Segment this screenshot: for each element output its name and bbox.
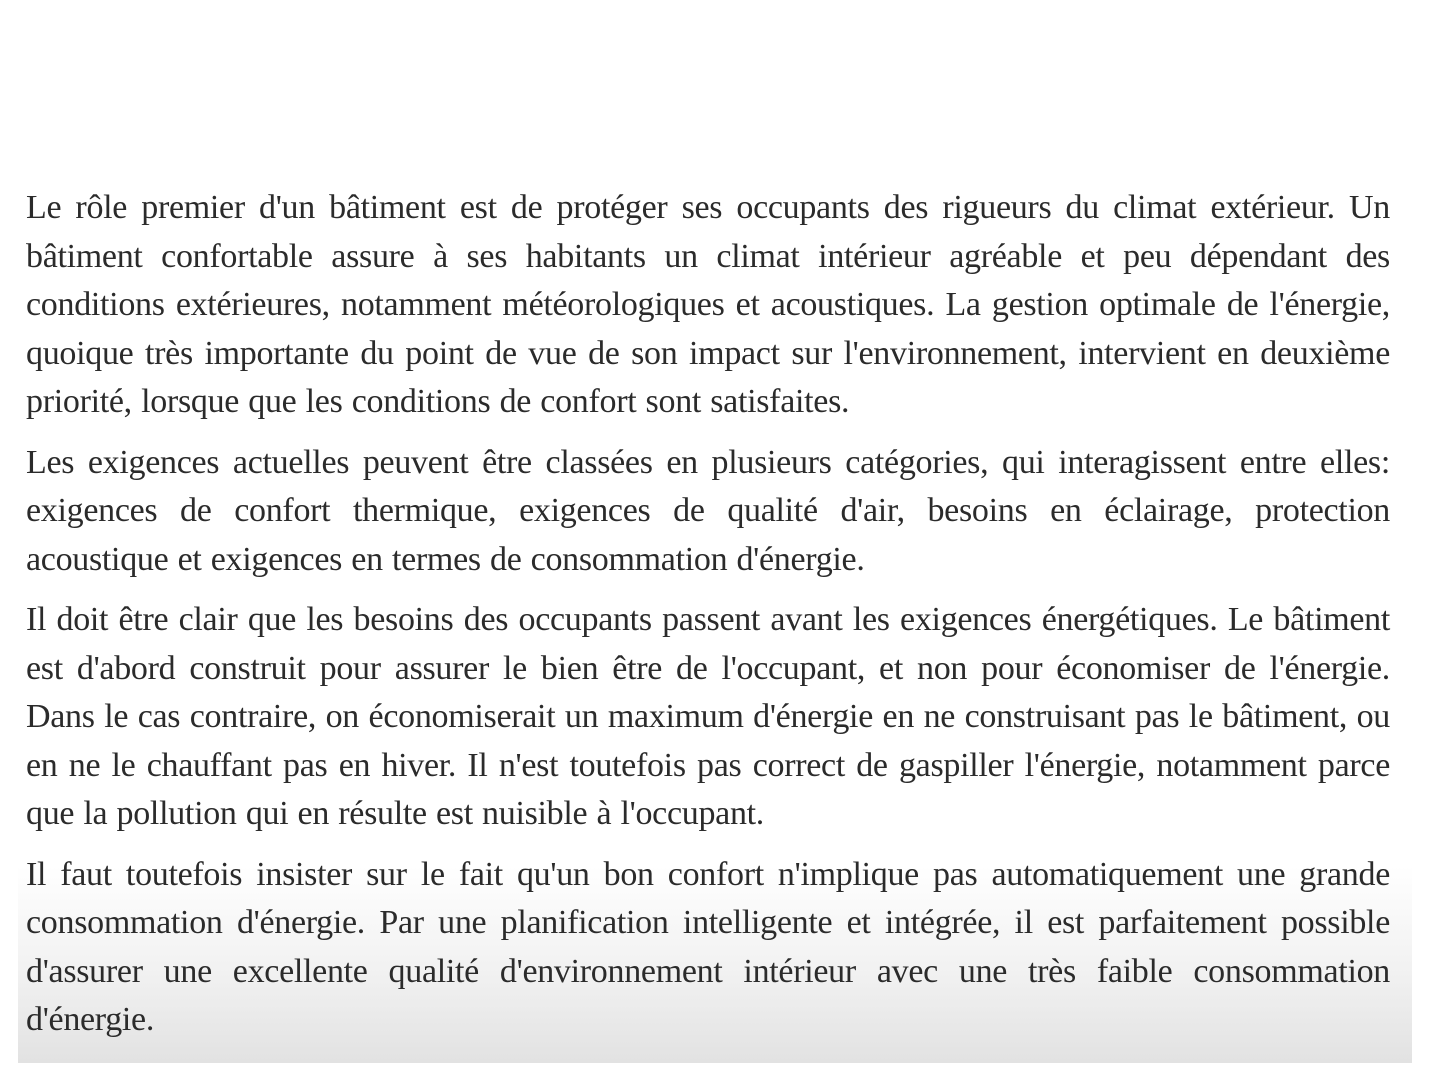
paragraph-4: Il faut toutefois insister sur le fait qu'un bon confort n'implique pas automatiquement une grande consommation d'énergie. Par une planification intelligente et intégrée, il est parfaitement possible d'assurer une excellente qualité d'environnement intérieur avec une très faible consommation d'énergie. — [26, 855, 1390, 1038]
text-block — [26, 184, 1390, 1045]
scanned-text-region — [18, 170, 1412, 1063]
paragraph-1: Le rôle premier d'un bâtiment est de protéger ses occupants des rigueurs du climat extérieur. Un bâtiment confortable assure à ses habitants un climat intérieur agréable et peu dépendant des conditions extérieures, notamment météorologiques et acoustiques. La gestion optimale de l'énergie, quoique très importante du point de vue de son impact sur l'environnement, intervient en deuxième priorité, lorsque que les conditions de confort sont satisfaites. — [26, 189, 1390, 420]
paragraph-2: Les exigences actuelles peuvent être classées en plusieurs catégories, qui interagissent entre elles: exigences de confort thermique, exigences de qualité d'air, besoins en éclairage, protection acoustique et exigences en termes de consommation d'énergie. — [26, 443, 1390, 578]
paragraph-3: Il doit être clair que les besoins des occupants passent avant les exigences énergétiques. Le bâtiment est d'abord construit pour assurer le bien être de l'occupant, et non pour économiser de l'énergie. Dans le cas contraire, on économiserait un maximum d'énergie en ne construisant pas le bâtiment, ou en ne le chauffant pas en hiver. Il n'est toutefois pas correct de gaspiller l'énergie, notamment parce que la pollution qui en résulte est nuisible à l'occupant. — [26, 601, 1390, 832]
